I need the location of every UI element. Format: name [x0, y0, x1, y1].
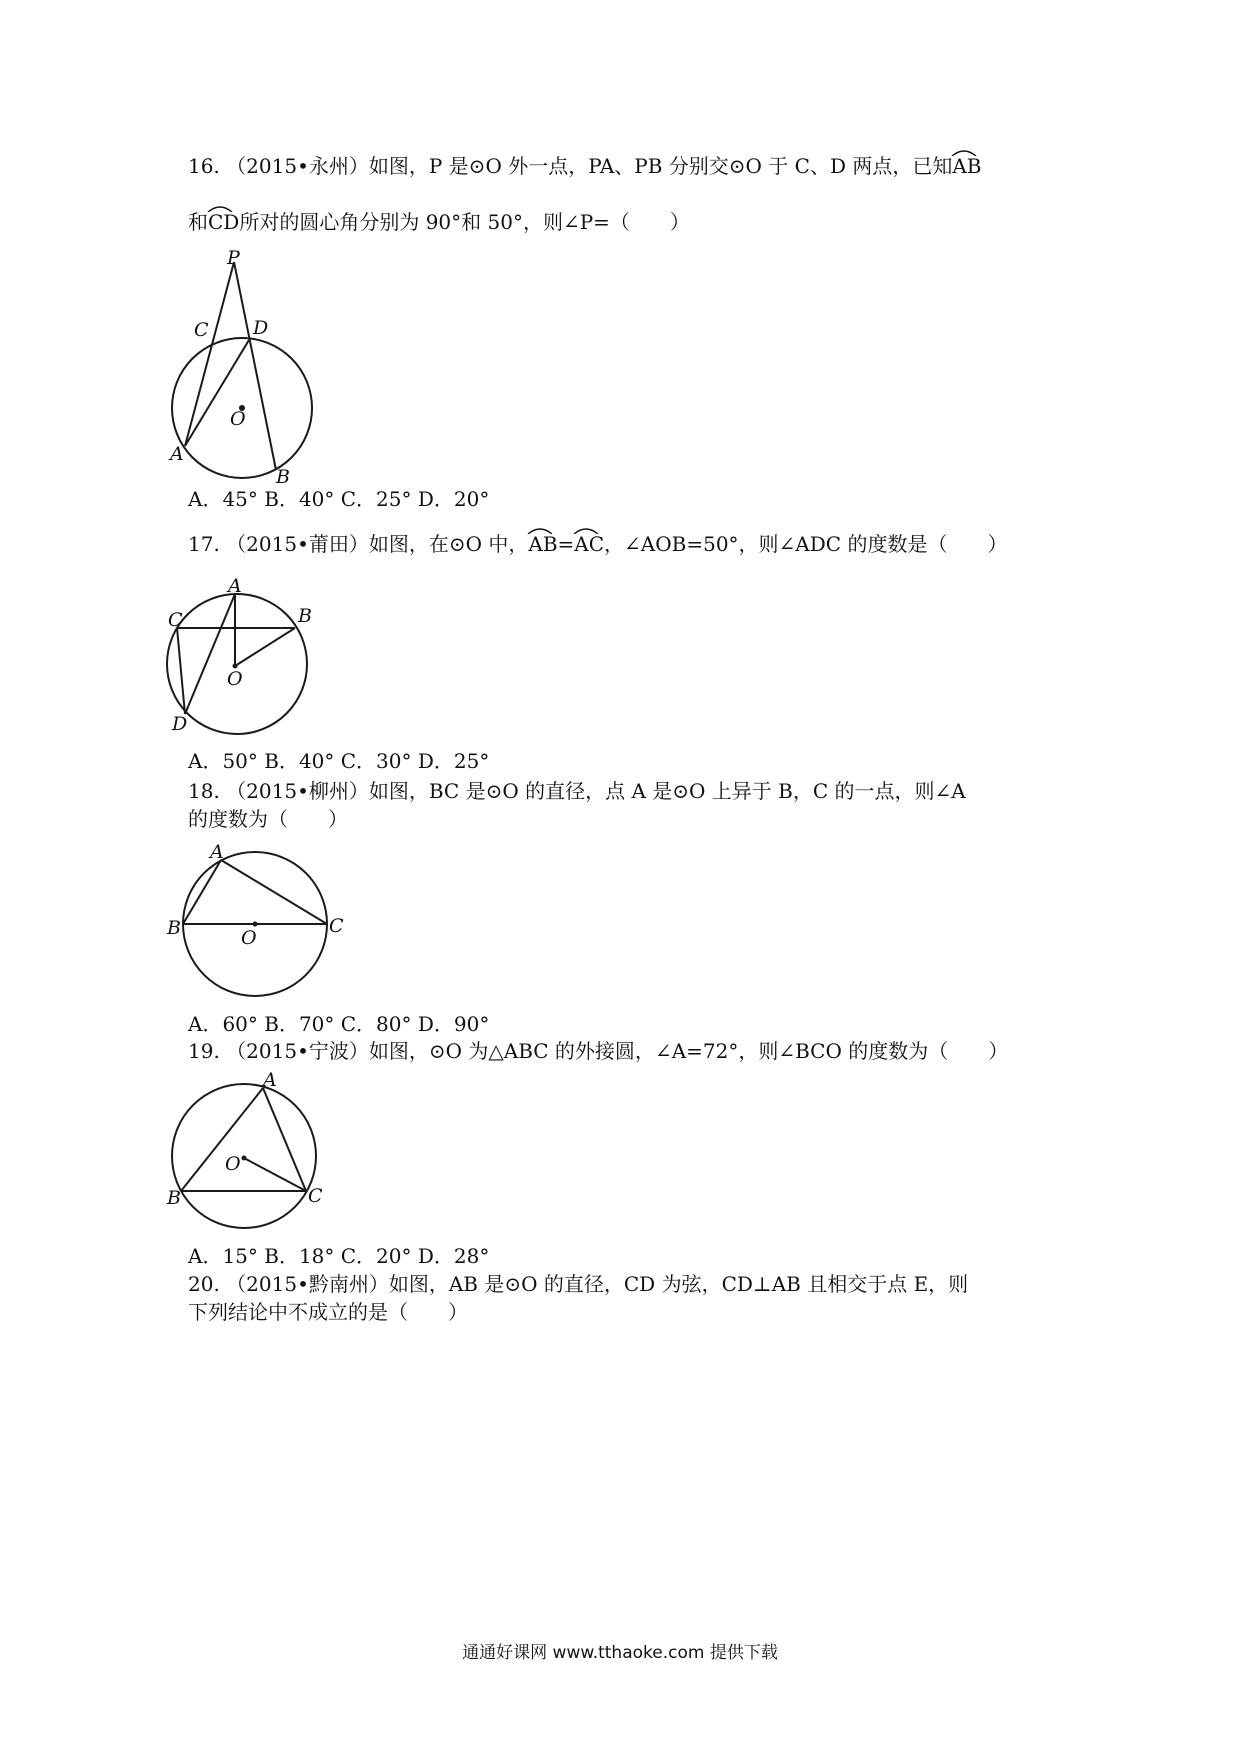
- q16-figure: [170, 247, 370, 490]
- q16-label-d: D: [253, 317, 269, 339]
- q17-arc-ac-label: AC: [574, 532, 605, 556]
- q17-text-post: ，∠AOB=50°，则∠ADC 的度数是（ ）: [604, 532, 1008, 556]
- arc-mark-icon: [207, 204, 233, 212]
- q17-line1: [188, 530, 1007, 558]
- q19-line-ab: [181, 1088, 263, 1191]
- q16-line2-pre: 和: [188, 210, 208, 234]
- q18-number: 18.: [188, 779, 220, 803]
- q17-eq: =: [557, 532, 575, 556]
- q17-text-pre: （2015•莆田）如图，在⊙O 中，: [226, 532, 529, 556]
- q16-arc-cd-label: CD: [208, 210, 240, 234]
- q16-line-pa: [185, 262, 234, 446]
- q16-label-o: O: [230, 408, 246, 430]
- q16-line1: [188, 152, 981, 180]
- q19-label-b: B: [167, 1187, 181, 1209]
- q17-arc-ac: [574, 530, 604, 558]
- q18-center-dot: [253, 922, 258, 927]
- q16-label-b: B: [276, 466, 290, 488]
- q19-line-ac: [263, 1088, 306, 1191]
- q17-figure: [165, 572, 355, 742]
- q20-number: 20.: [188, 1272, 220, 1296]
- q18-options: A．60° B．70° C．80° D．90°: [188, 1012, 490, 1036]
- q19-line1: [188, 1037, 1008, 1065]
- q19-line-oc: [244, 1158, 306, 1191]
- q16-label-c: C: [194, 319, 209, 341]
- q16-line2: [188, 208, 690, 236]
- q18-label-o: O: [241, 927, 257, 949]
- q19-label-o: O: [225, 1153, 241, 1175]
- q18-line-ba: [183, 860, 221, 924]
- q16-line-pb: [234, 262, 276, 470]
- q19-center-dot: [242, 1156, 247, 1161]
- q17-line-ob: [235, 628, 295, 666]
- q18-label-b: B: [167, 917, 181, 939]
- q16-options: A．45° B．40° C．25° D．20°: [188, 487, 490, 511]
- q17-arc-ab: [528, 530, 557, 558]
- q17-arc-ab-label: AB: [528, 532, 558, 556]
- q19-label-c: C: [308, 1185, 323, 1207]
- q17-label-b: B: [298, 605, 312, 627]
- arc-mark-icon: [573, 526, 599, 534]
- page-footer: 通通好课网 www.tthaoke.com 提供下载: [462, 1643, 778, 1663]
- q18-figure: [165, 840, 365, 1020]
- q17-options: A．50° B．40° C．30° D．25°: [188, 749, 490, 773]
- q18-label-a: A: [210, 841, 224, 863]
- q18-text: （2015•柳州）如图，BC 是⊙O 的直径，点 A 是⊙O 上异于 B，C 的一点，则∠A: [226, 779, 966, 803]
- arc-mark-icon: [951, 148, 977, 156]
- q16-line2-post: 所对的圆心角分别为 90°和 50°，则∠P=（ ）: [239, 210, 690, 234]
- q20-text: （2015•黔南州）如图，AB 是⊙O 的直径，CD 为弦，CD⊥AB 且相交于点 E，则: [226, 1272, 969, 1296]
- q19-options: A．15° B．18° C．20° D．28°: [188, 1244, 490, 1268]
- arc-mark-icon: [527, 526, 553, 534]
- q18-line-ac: [221, 860, 327, 924]
- q19-figure: [165, 1070, 365, 1245]
- q17-label-a: A: [228, 575, 242, 597]
- q19-label-a: A: [263, 1069, 277, 1091]
- q20-line1: [188, 1270, 968, 1298]
- q19-text: （2015•宁波）如图，⊙O 为△ABC 的外接圆，∠A=72°，则∠BCO 的度数为（ ）: [226, 1039, 1009, 1063]
- q16-label-p: P: [227, 247, 240, 269]
- q16-arc-ab: [952, 152, 981, 180]
- q16-label-a: A: [170, 443, 184, 465]
- q20-line2: 下列结论中不成立的是（ ）: [188, 1300, 468, 1324]
- q17-label-d: D: [172, 713, 188, 735]
- q19-number: 19.: [188, 1039, 220, 1063]
- q16-arc-ab-label: AB: [952, 154, 982, 178]
- q17-label-o: O: [227, 668, 243, 690]
- q16-arc-cd: [208, 208, 239, 236]
- q16-number: 16.: [188, 154, 220, 178]
- q16-text: （2015•永州）如图，P 是⊙O 外一点，PA、PB 分别交⊙O 于 C、D 两点，已知: [226, 154, 953, 178]
- q18-line1: [188, 777, 966, 805]
- q18-label-c: C: [329, 915, 344, 937]
- q18-line2: 的度数为（ ）: [188, 807, 348, 831]
- q17-line-ad: [185, 594, 235, 714]
- q17-label-c: C: [168, 609, 183, 631]
- q17-number: 17.: [188, 532, 220, 556]
